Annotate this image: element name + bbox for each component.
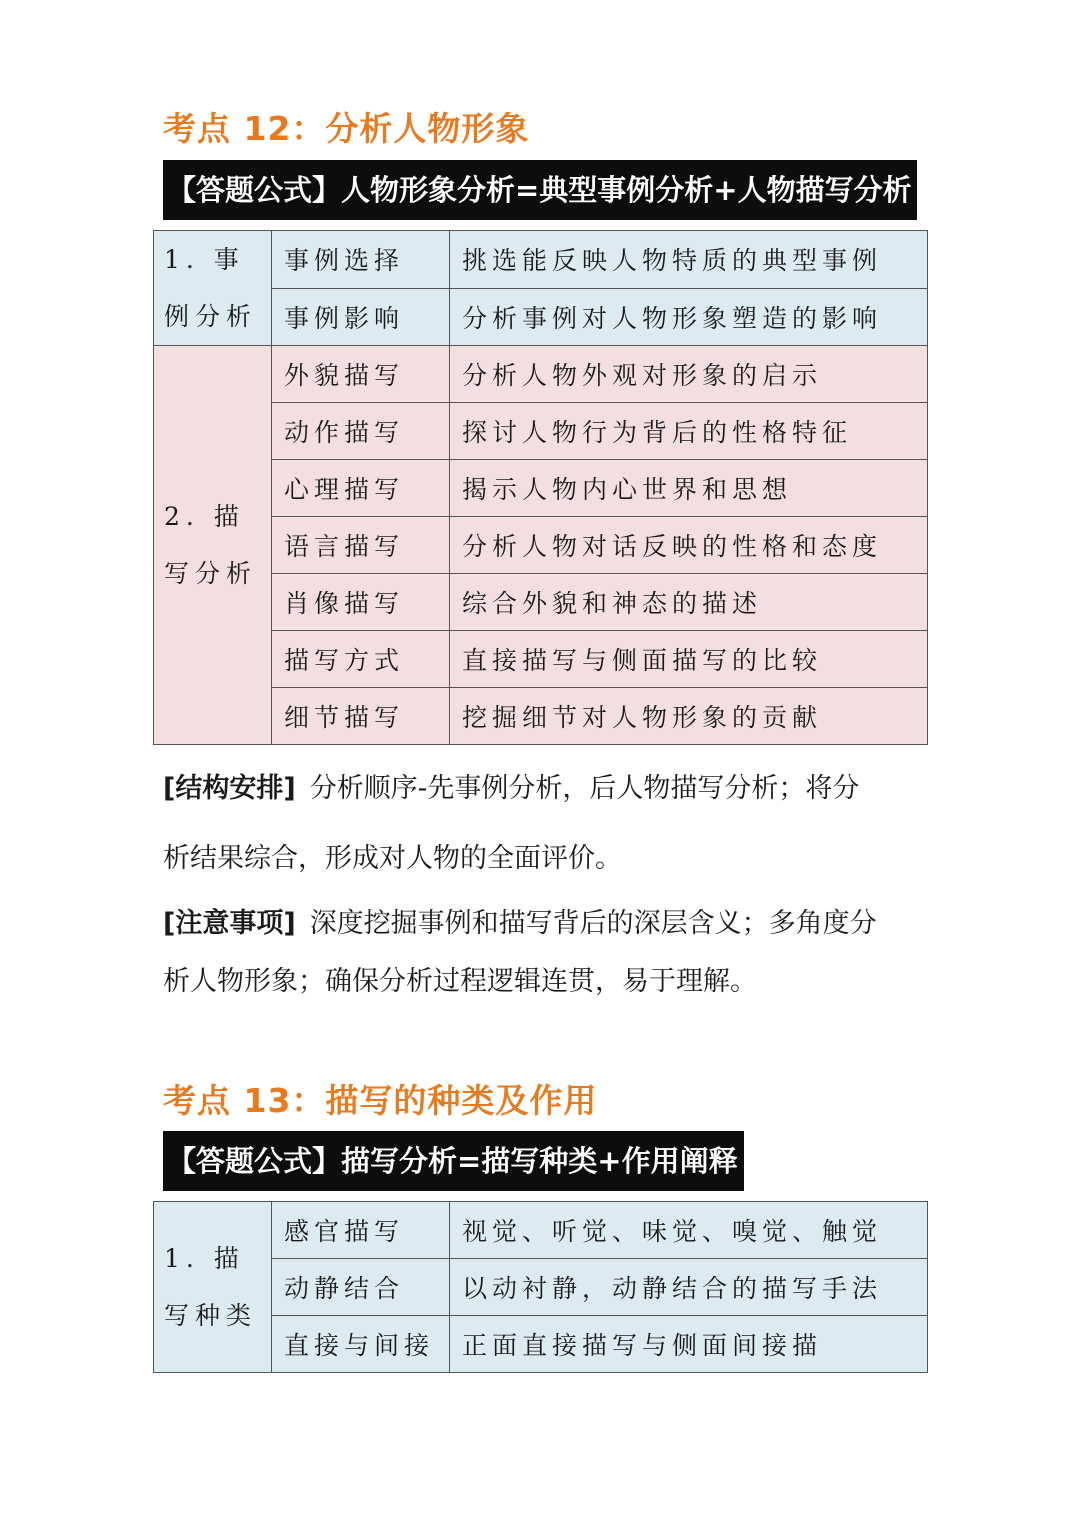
table-row <box>154 231 928 289</box>
notes-text-line2: 析人物形象；确保分析过程逻辑连贯，易于理解。 <box>163 966 757 997</box>
structure-tag: [结构安排] <box>163 773 296 804</box>
formula-bar-12: 【答题公式】人物形象分析=典型事例分析+人物描写分析 <box>163 160 917 220</box>
item-cell: 外貌描写 <box>272 346 450 403</box>
structure-paragraph <box>163 766 933 886</box>
item-cell: 动静结合 <box>272 1259 450 1316</box>
desc-cell: 直接描写与侧面描写的比较 <box>450 631 928 688</box>
desc-cell: 挖掘细节对人物形象的贡献 <box>450 688 928 745</box>
analysis-table-12 <box>153 230 928 745</box>
desc-cell: 分析事例对人物形象塑造的影响 <box>450 288 928 346</box>
desc-cell: 分析人物外观对形象的启示 <box>450 346 928 403</box>
item-cell: 描写方式 <box>272 631 450 688</box>
item-cell: 感官描写 <box>272 1202 450 1259</box>
section-title-12: 考点 12：分析人物形象 <box>163 109 530 148</box>
item-cell: 事例影响 <box>272 288 450 346</box>
category-cell: 1. 事例分析 <box>154 231 272 346</box>
formula-bar-13: 【答题公式】描写分析=描写种类+作用阐释 <box>163 1131 744 1191</box>
table-row <box>154 346 928 403</box>
structure-text-line2: 析结果综合，形成对人物的全面评价。 <box>163 843 622 874</box>
desc-cell: 挑选能反映人物特质的典型事例 <box>450 231 928 289</box>
table-row <box>154 1202 928 1259</box>
notes-text-line1: 深度挖掘事例和描写背后的深层含义；多角度分 <box>309 908 877 939</box>
desc-cell: 正面直接描写与侧面间接描 <box>450 1316 928 1373</box>
item-cell: 直接与间接 <box>272 1316 450 1373</box>
category-cell: 2. 描写分析 <box>154 346 272 745</box>
item-cell: 细节描写 <box>272 688 450 745</box>
item-cell: 心理描写 <box>272 460 450 517</box>
item-cell: 语言描写 <box>272 517 450 574</box>
notes-tag: [注意事项] <box>163 908 296 939</box>
description-table-13 <box>153 1201 928 1373</box>
notes-paragraph <box>163 901 933 1021</box>
item-cell: 事例选择 <box>272 231 450 289</box>
desc-cell: 揭示人物内心世界和思想 <box>450 460 928 517</box>
desc-cell: 探讨人物行为背后的性格特征 <box>450 403 928 460</box>
desc-cell: 视觉、听觉、味觉、嗅觉、触觉 <box>450 1202 928 1259</box>
structure-text-line1: 分析顺序-先事例分析，后人物描写分析；将分 <box>309 773 860 804</box>
category-cell: 1. 描写种类 <box>154 1202 272 1373</box>
desc-cell: 分析人物对话反映的性格和态度 <box>450 517 928 574</box>
section-title-13: 考点 13：描写的种类及作用 <box>163 1081 598 1120</box>
item-cell: 动作描写 <box>272 403 450 460</box>
desc-cell: 以动衬静，动静结合的描写手法 <box>450 1259 928 1316</box>
desc-cell: 综合外貌和神态的描述 <box>450 574 928 631</box>
item-cell: 肖像描写 <box>272 574 450 631</box>
